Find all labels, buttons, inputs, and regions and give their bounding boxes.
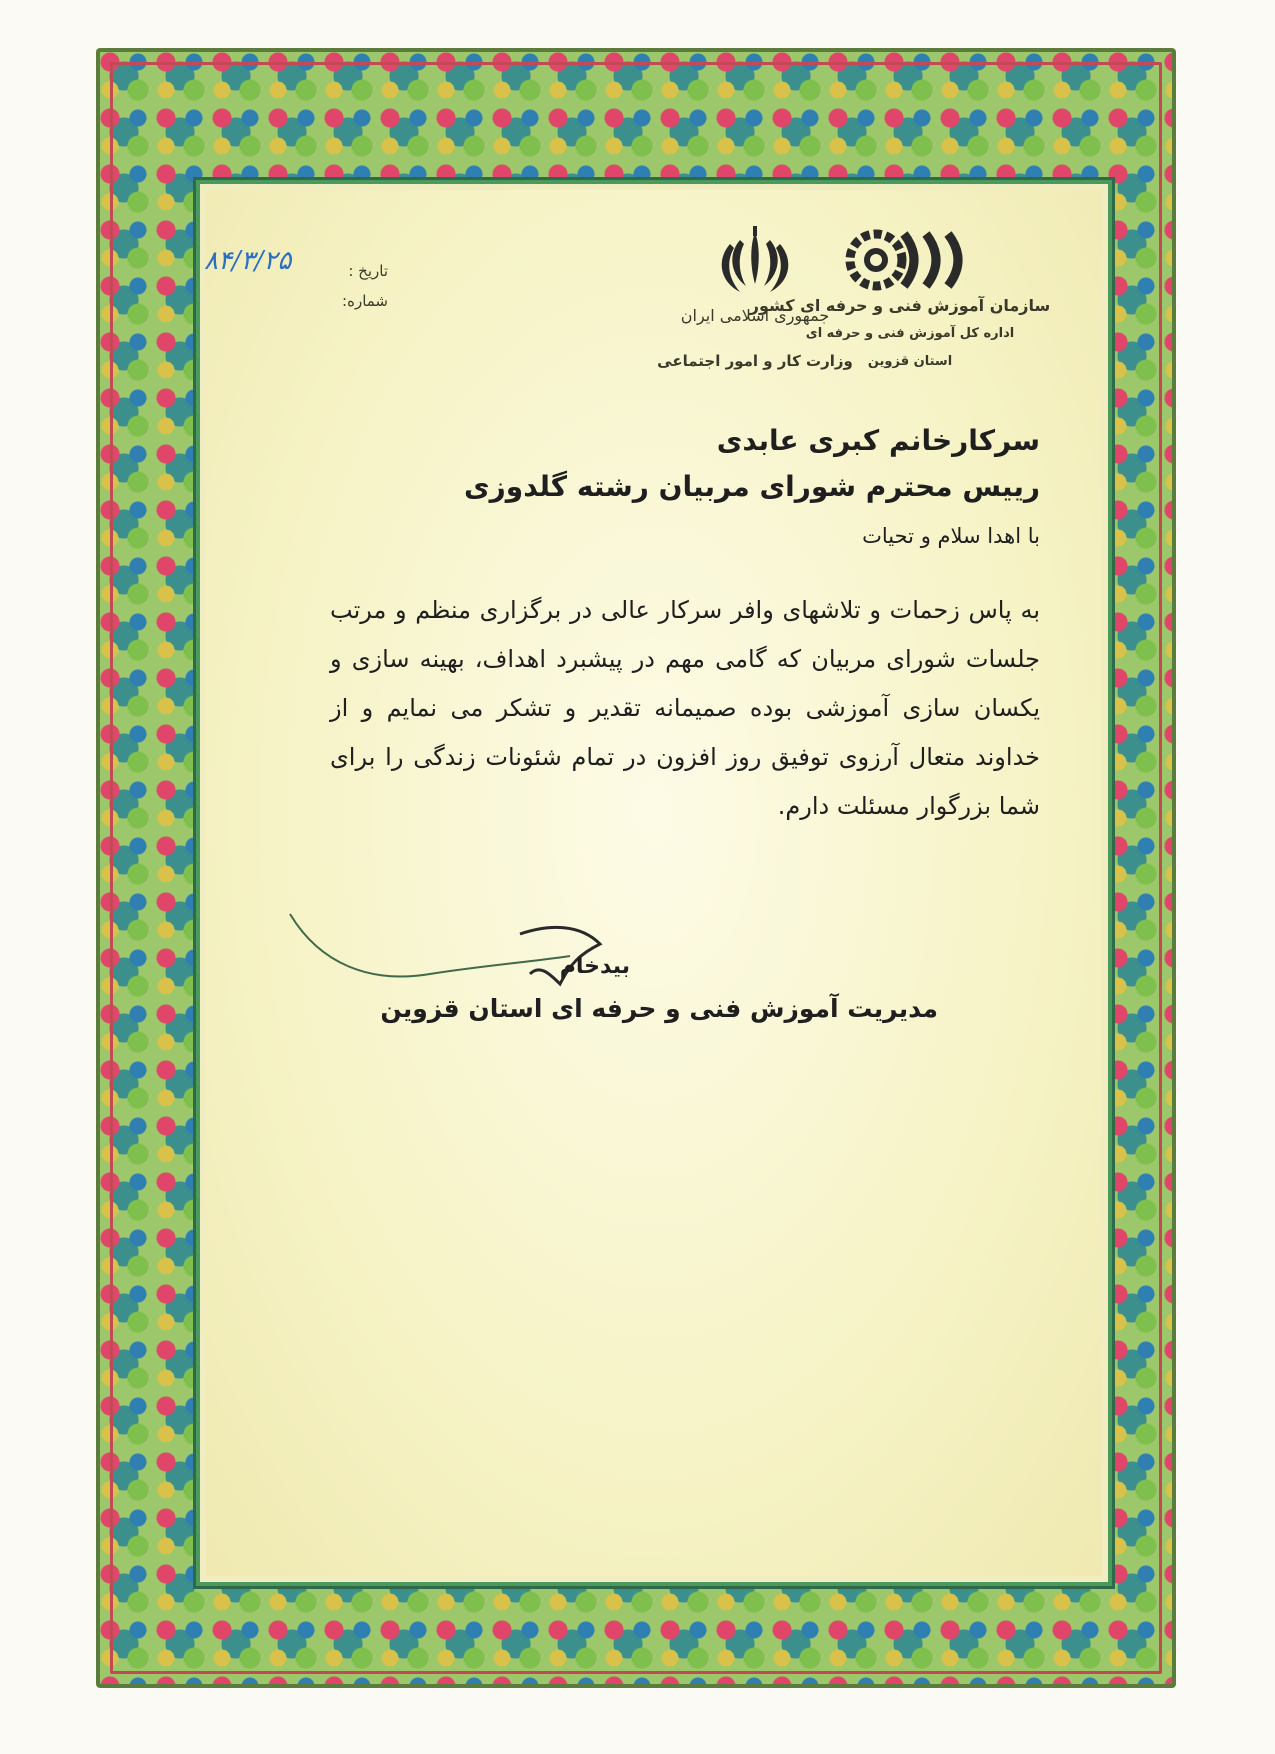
recipient-title: رییس محترم شورای مربیان رشته گلدوزی (464, 470, 1040, 503)
number-label: شماره: (342, 292, 388, 310)
letter-body: به پاس زحمات و تلاشهای وافر سرکار عالی در برگزاری منظم و مرتب جلسات شورای مربیان که گامی مهم در پیشبرد اهداف، بهینه سازی و یکسان سازی آموزشی بوده صمیمانه تقدیر و تشکر می نمایم و از خداوند متعال آرزوی توفیق روز افزون در تمام شئونات زندگی را برای شما بزرگوار مسئلت دارم. (330, 596, 1040, 820)
organization-office: اداره کل آموزش فنی و حرفه ای (805, 326, 1015, 341)
organization-province: استان قزوین (867, 354, 953, 369)
sender-organization: مدیریت آموزش فنی و حرفه ای استان قزوین (380, 994, 938, 1023)
ministry-text: وزارت کار و امور اجتماعی (657, 352, 853, 370)
date-label: تاریخ : (348, 262, 388, 280)
certificate-paper (196, 180, 1112, 1586)
greeting: با اهدا سلام و تحیات (862, 524, 1040, 548)
sender-label: بیدخام (559, 954, 630, 979)
handwritten-date: ۸۴/۳/۲۵ (204, 246, 292, 276)
organization-name: سازمان آموزش فنی و حرفه ای کشور (749, 296, 1051, 315)
recipient-name: سرکارخانم کبری عابدی (716, 424, 1040, 457)
gear-organization-logo-icon (840, 224, 990, 294)
iran-republic-text: جمهوری اسلامی ایران (680, 306, 830, 325)
iran-emblem-icon (710, 226, 800, 296)
